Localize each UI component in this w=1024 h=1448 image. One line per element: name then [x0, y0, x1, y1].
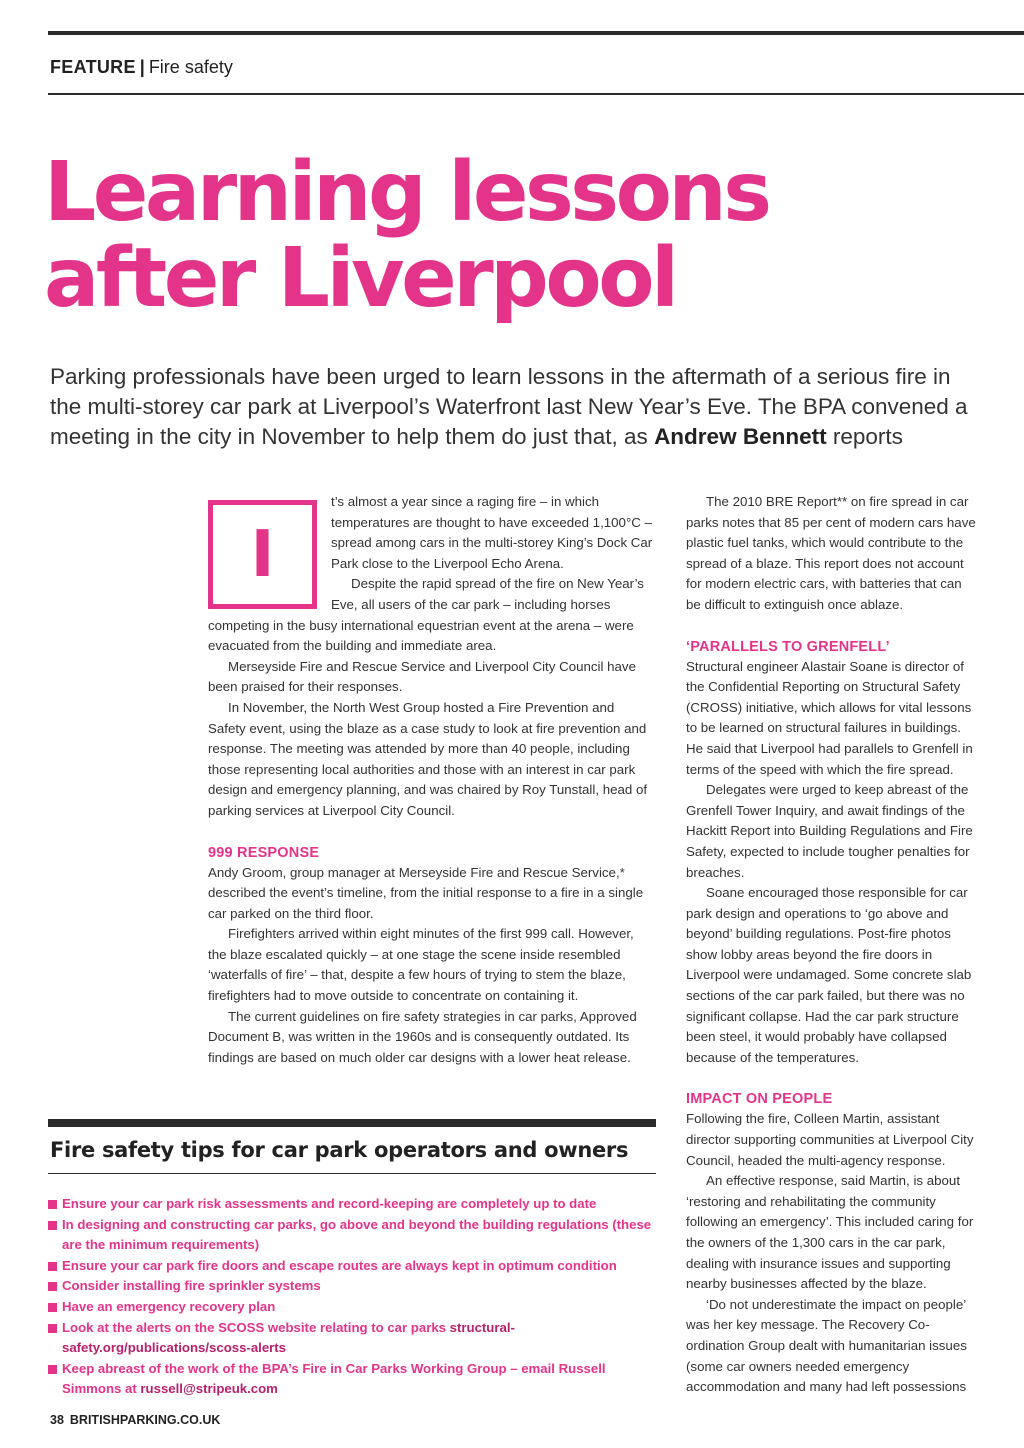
body-paragraph: The 2010 BRE Report** on fire spread in car parks notes that 85 per cent of modern cars have plastic fuel tanks, which would contribute to the spread of a blaze. This report does not account for modern electric cars, with batteries that can be difficult to extinguish once ablaze.: [686, 494, 976, 612]
square-bullet-icon: [48, 1324, 57, 1333]
tips-box-top-rule: [48, 1119, 656, 1127]
tip-item: [48, 1297, 658, 1318]
tip-item: [48, 1194, 658, 1215]
body-paragraph: Structural engineer Alastair Soane is director of the Confidential Reporting on Structural Safety (CROSS) initiative, which allows for vital lessons to be learned on structural failures in buildings. He said that Liverpool had parallels to Grenfell in terms of the speed with which the fire spread.: [686, 658, 973, 777]
body-paragraph: ‘Do not underestimate the impact on people’ was her key message. The Recovery Co-ordination Group dealt with humanitarian issues (some car owners needed emergency accommodation and many had left possessions: [686, 1296, 967, 1395]
tip-text: Look at the alerts on the SCOSS website relating to car parks: [62, 1319, 450, 1335]
standfirst-text: Parking professionals have been urged to learn lessons in the aftermath of a serious fire in the multi-storey car park at Liverpool’s Waterfront last New Year’s Eve. The BPA convened a meeting in the city in November to help them do just that, as: [50, 364, 968, 449]
standfirst: [50, 362, 980, 452]
body-paragraph: Firefighters arrived within eight minutes of the first 999 call. However, the blaze escalated quickly – at one stage the scene inside resembled ‘waterfalls of fire’ – that, despite a few hours of trying to stem the blaze, firefighters had to move outside to concentrate on containing it.: [208, 926, 634, 1004]
subhead-999-response: 999 RESPONSE: [208, 844, 320, 861]
headline: [44, 145, 984, 326]
top-rule: [48, 31, 1024, 35]
tip-item: [48, 1318, 658, 1359]
tips-list: [48, 1194, 658, 1400]
body-paragraph: Merseyside Fire and Rescue Service and Liverpool City Council have been praised for their responses.: [208, 658, 636, 695]
tip-text: Keep abreast of the work of the BPA’s Fire in Car Parks Working Group – email Russell Simmons at: [62, 1360, 606, 1397]
article-column-right: [686, 492, 978, 1398]
section-header: [50, 55, 233, 79]
body-paragraph: Delegates were urged to keep abreast of the Grenfell Tower Inquiry, and await findings of the Hackitt Report into Building Regulations and Fire Safety, expected to include tougher penalties for breaches.: [686, 782, 973, 880]
body-paragraph: Following the fire, Colleen Martin, assistant director supporting communities at Liverpool City Council, headed the multi-agency response.: [686, 1111, 974, 1168]
footer-site: BRITISHPARKING.CO.UK: [69, 1413, 221, 1427]
scoss-link[interactable]: structural-safety.org/publications/scoss-alerts: [62, 1319, 515, 1356]
body-paragraph: In November, the North West Group hosted a Fire Prevention and Safety event, using the blaze as a case study to look at fire prevention and response. The meeting was attended by more than 40 people, including those representing local authorities and those with an interest in car park design and emergency planning, and was chaired by Roy Tunstall, head of parking services at Liverpool City Council.: [208, 699, 648, 818]
page-number: 38: [50, 1413, 64, 1427]
tips-box-divider: [48, 1173, 656, 1174]
tip-item: [48, 1276, 658, 1297]
tip-text: In designing and constructing car parks, go above and beyond the building regulations (these are the minimum requirements): [62, 1216, 652, 1253]
author-name: Andrew Bennett: [654, 424, 827, 449]
subhead-parallels-to-grenfell: ‘PARALLELS TO GRENFELL’: [686, 638, 890, 655]
section-topic: Fire safety: [148, 57, 233, 77]
section-label: FEATURE: [50, 57, 136, 77]
body-paragraph: An effective response, said Martin, is about ‘restoring and rehabilitating the community following an emergency’. This included caring for the owners of the 1,300 cars in the car park, dealing with insurance issues and supporting nearby businesses affected by the blaze.: [686, 1173, 974, 1292]
tip-text: Ensure your car park fire doors and escape routes are always kept in optimum condition: [62, 1257, 617, 1273]
tip-item: [48, 1359, 658, 1400]
tip-text: Ensure your car park risk assessments and record-keeping are completely up to date: [62, 1196, 597, 1211]
body-paragraph: Andy Groom, group manager at Merseyside Fire and Rescue Service,* described the event’s timeline, from the initial response to a fire in a single car parked on the third floor.: [208, 864, 644, 921]
body-paragraph: The current guidelines on fire safety strategies in car parks, Approved Document B, was written in the 1960s and is consequently outdated. Its findings are based on much older car designs with a lower heat release.: [208, 1008, 637, 1065]
square-bullet-icon: [48, 1365, 57, 1374]
article-column-middle: [208, 492, 654, 1068]
tip-text: Consider installing fire sprinkler systems: [62, 1278, 321, 1294]
square-bullet-icon: [48, 1221, 57, 1230]
section-separator: |: [139, 57, 145, 77]
tip-text: Have an emergency recovery plan: [62, 1298, 276, 1314]
drop-cap: I: [208, 500, 317, 609]
page-footer: [50, 1412, 220, 1428]
email-link[interactable]: russell@stripeuk.com: [140, 1381, 278, 1397]
square-bullet-icon: [48, 1303, 57, 1312]
body-paragraph: Despite the rapid spread of the fire on New Year’s Eve, all users of the car park – including horses competing in the busy international equestrian event at the arena – were evacuated from the building and immediate area.: [208, 576, 644, 654]
standfirst-suffix: reports: [826, 424, 903, 449]
tip-item: [48, 1215, 658, 1256]
subhead-impact-on-people: IMPACT ON PEOPLE: [686, 1091, 833, 1108]
tips-box-title: Fire safety tips for car park operators and owners: [50, 1138, 629, 1162]
square-bullet-icon: [48, 1200, 57, 1209]
tip-item: [48, 1256, 658, 1277]
body-paragraph: t’s almost a year since a raging fire – in which temperatures are thought to have exceeded 1,100°C – spread among cars in the multi-storey King’s Dock Car Park close to the Liverpool Echo Arena.: [331, 494, 653, 571]
headline-line-2: after Liverpool: [44, 231, 676, 326]
body-paragraph: Soane encouraged those responsible for car park design and operations to ‘go above and beyond’ building regulations. Post-fire photos show lobby areas beyond the fire doors in Liverpool were undamaged. Some concrete slab sections of the car park failed, but there was no significant collapse. Had the car park structure been steel, it would probably have collapsed because of the temperatures.: [686, 885, 972, 1065]
section-rule: [48, 93, 1024, 95]
headline-line-1: Learning lessons: [44, 145, 769, 240]
square-bullet-icon: [48, 1262, 57, 1271]
square-bullet-icon: [48, 1282, 57, 1291]
